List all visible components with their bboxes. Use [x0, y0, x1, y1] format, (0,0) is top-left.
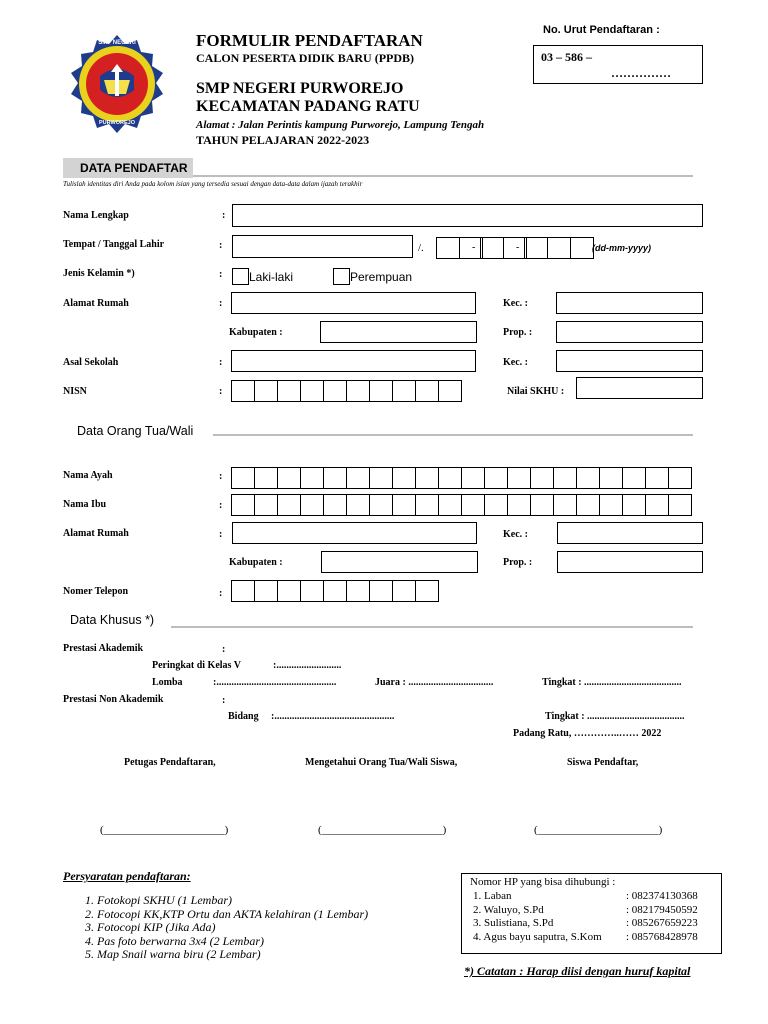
contact-phone: : 085267659223: [626, 917, 698, 929]
section-rule-pendaftar: [193, 175, 693, 177]
contact-name: 1. Laban: [473, 890, 512, 902]
kec-sekolah-input[interactable]: [556, 350, 703, 372]
colon: :: [222, 644, 226, 655]
label-alamat-rumah: Alamat Rumah: [63, 298, 129, 309]
form-subtitle: CALON PESERTA DIDIK BARU (PPDB): [196, 51, 415, 65]
colon: :: [219, 471, 223, 482]
label-alamat-ortu: Alamat Rumah: [63, 528, 129, 539]
kabupaten-ortu-input[interactable]: [321, 551, 478, 573]
contact-phone: : 082374130368: [626, 890, 698, 902]
registration-label: No. Urut Pendaftaran :: [543, 24, 660, 36]
label-telepon: Nomer Telepon: [63, 586, 129, 597]
registration-prefix: 03 – 586 –: [541, 50, 592, 64]
requirements-title: Persyaratan pendaftaran:: [63, 869, 191, 883]
label-prestasi-non-akademik: Prestasi Non Akademik: [63, 694, 164, 705]
label-jenis-kelamin: Jenis Kelamin *): [63, 268, 135, 279]
date-dash: -: [472, 242, 476, 253]
signature-line-siswa[interactable]: (______________________): [534, 824, 663, 836]
school-name: SMP NEGERI PURWOREJO: [196, 80, 404, 97]
prop-ortu-input[interactable]: [557, 551, 703, 573]
instruction-text: Tulislah identitas diri Anda pada kolom isian yang tersedia sesuai dengan data-data dalam ijazah terakhir: [63, 180, 363, 188]
label-kec-sekolah: Kec. :: [503, 357, 528, 368]
colon: :: [219, 588, 223, 599]
asal-sekolah-input[interactable]: [231, 350, 476, 372]
telepon-cells[interactable]: [231, 580, 438, 602]
contact-row: [473, 890, 718, 904]
prop-input[interactable]: [556, 321, 703, 343]
ttl-separator: /.: [418, 242, 424, 254]
label-lomba: Lomba: [152, 677, 183, 688]
requirements-list: [85, 894, 368, 962]
tingkat-field-1[interactable]: Tingkat : .......................................: [542, 677, 682, 688]
kec-input[interactable]: [556, 292, 703, 314]
signature-line-petugas[interactable]: (______________________): [100, 824, 229, 836]
requirement-item: 4. Pas foto berwarna 3x4 (2 Lembar): [85, 933, 264, 948]
colon: :: [219, 240, 223, 251]
requirement-item: 5. Map Snail warna biru (2 Lembar): [85, 947, 261, 961]
section-title-khusus: [70, 613, 154, 627]
year-cells[interactable]: [524, 237, 593, 259]
section-title-khusus-text: Data Khusus: [70, 613, 142, 627]
juara-field[interactable]: Juara : ..................................: [375, 677, 494, 688]
nama-lengkap-input[interactable]: [232, 204, 703, 227]
kec-ortu-input[interactable]: [557, 522, 703, 544]
colon: :: [219, 500, 223, 511]
colon: :: [219, 386, 223, 397]
bidang-dots[interactable]: :................................................: [271, 711, 395, 722]
form-title: FORMULIR PENDAFTARAN: [196, 31, 423, 50]
label-peringkat: Peringkat di Kelas V: [152, 660, 241, 671]
contact-name: 2. Waluyo, S.Pd: [473, 903, 544, 916]
school-year: TAHUN PELAJARAN 2022-2023: [196, 133, 370, 147]
label-perempuan: Perempuan: [350, 270, 413, 284]
label-prop: Prop. :: [503, 327, 533, 338]
label-asal-sekolah: Asal Sekolah: [63, 357, 119, 368]
section-title-ortu: Data Orang Tua/Wali: [77, 424, 194, 438]
contact-row: [473, 931, 718, 945]
label-nama-ayah: Nama Ayah: [63, 470, 113, 481]
section-title-pendaftar: DATA PENDAFTAR: [80, 161, 188, 175]
signature-petugas-label: Petugas Pendaftaran,: [124, 757, 216, 768]
label-kabupaten-ortu: Kabupaten :: [229, 557, 283, 568]
label-prestasi-akademik: Prestasi Akademik: [63, 643, 144, 654]
section-title-khusus-suffix: *): [145, 613, 155, 627]
checkbox-laki-laki[interactable]: [232, 268, 249, 285]
contact-phone: : 082179450592: [626, 903, 698, 916]
logo-bottom-text: PURWOREJO: [99, 120, 135, 126]
school-address: Alamat : Jalan Perintis kampung Purworejo, Lampung Tengah: [196, 119, 485, 131]
kabupaten-input[interactable]: [320, 321, 477, 343]
signature-ortu-label: Mengetahui Orang Tua/Wali Siswa,: [305, 757, 458, 768]
requirement-item: 3. Fotocopi KIP (Jika Ada): [85, 920, 216, 934]
contact-name: 3. Sulistiana, S.Pd: [473, 917, 554, 929]
requirement-item: 2. Fotocopi KK,KTP Ortu dan AKTA kelahiran (1 Lembar): [85, 906, 369, 921]
label-laki-laki: Laki-laki: [249, 270, 294, 284]
label-prop-ortu: Prop. :: [503, 557, 533, 568]
place-date: Padang Ratu, …………..…… 2022: [513, 728, 662, 739]
logo-top-text: SMP NEGERI: [98, 40, 136, 46]
label-nama-lengkap: Nama Lengkap: [63, 210, 129, 221]
date-dash: -: [516, 242, 520, 253]
colon: :: [219, 298, 223, 309]
checkbox-perempuan[interactable]: [333, 268, 350, 285]
section-rule-khusus: [171, 626, 693, 628]
alamat-ortu-input[interactable]: [232, 522, 477, 544]
registration-dots: ……………: [611, 66, 671, 80]
label-nilai-skhu: Nilai SKHU :: [507, 386, 565, 397]
contact-row: [473, 904, 718, 918]
contact-name: 4. Agus bayu saputra, S.Kom: [473, 930, 602, 943]
tingkat-field-2[interactable]: Tingkat : .......................................: [545, 711, 685, 722]
nilai-skhu-input[interactable]: [576, 377, 703, 399]
school-logo: [64, 32, 170, 138]
contact-phone: : 085768428978: [626, 930, 698, 943]
label-ttl: Tempat / Tanggal Lahir: [63, 239, 165, 250]
tempat-lahir-input[interactable]: [232, 235, 413, 258]
signature-siswa-label: Siswa Pendaftar,: [567, 757, 639, 768]
requirement-item: 1. Fotokopi SKHU (1 Lembar): [85, 893, 232, 907]
peringkat-dots[interactable]: :..........................: [273, 660, 342, 671]
date-format-hint: (dd-mm-yyyy): [592, 243, 652, 253]
lomba-dots[interactable]: :................................................: [213, 677, 337, 688]
nama-ibu-cells[interactable]: [231, 494, 691, 516]
label-kabupaten: Kabupaten :: [229, 327, 283, 338]
alamat-rumah-input[interactable]: [231, 292, 476, 314]
nama-ayah-cells[interactable]: [231, 467, 691, 489]
contacts-list: [473, 890, 718, 944]
section-rule-ortu: [213, 434, 693, 436]
nisn-cells[interactable]: [231, 380, 461, 402]
colon: :: [219, 529, 223, 540]
label-bidang: Bidang: [228, 711, 259, 722]
label-nisn: NISN: [63, 386, 87, 397]
label-nama-ibu: Nama Ibu: [63, 499, 107, 510]
capital-note: *) Catatan : Harap diisi dengan huruf kapital: [464, 964, 691, 978]
label-kec: Kec. :: [503, 298, 528, 309]
colon: :: [219, 357, 223, 368]
contacts-title: Nomor HP yang bisa dihubungi :: [470, 876, 616, 888]
contact-row: [473, 917, 718, 931]
label-kec-ortu: Kec. :: [503, 529, 528, 540]
colon: :: [219, 269, 223, 280]
colon: :: [222, 695, 226, 706]
colon: :: [222, 210, 226, 221]
signature-line-ortu[interactable]: (______________________): [318, 824, 447, 836]
district-name: KECAMATAN PADANG RATU: [196, 98, 420, 115]
